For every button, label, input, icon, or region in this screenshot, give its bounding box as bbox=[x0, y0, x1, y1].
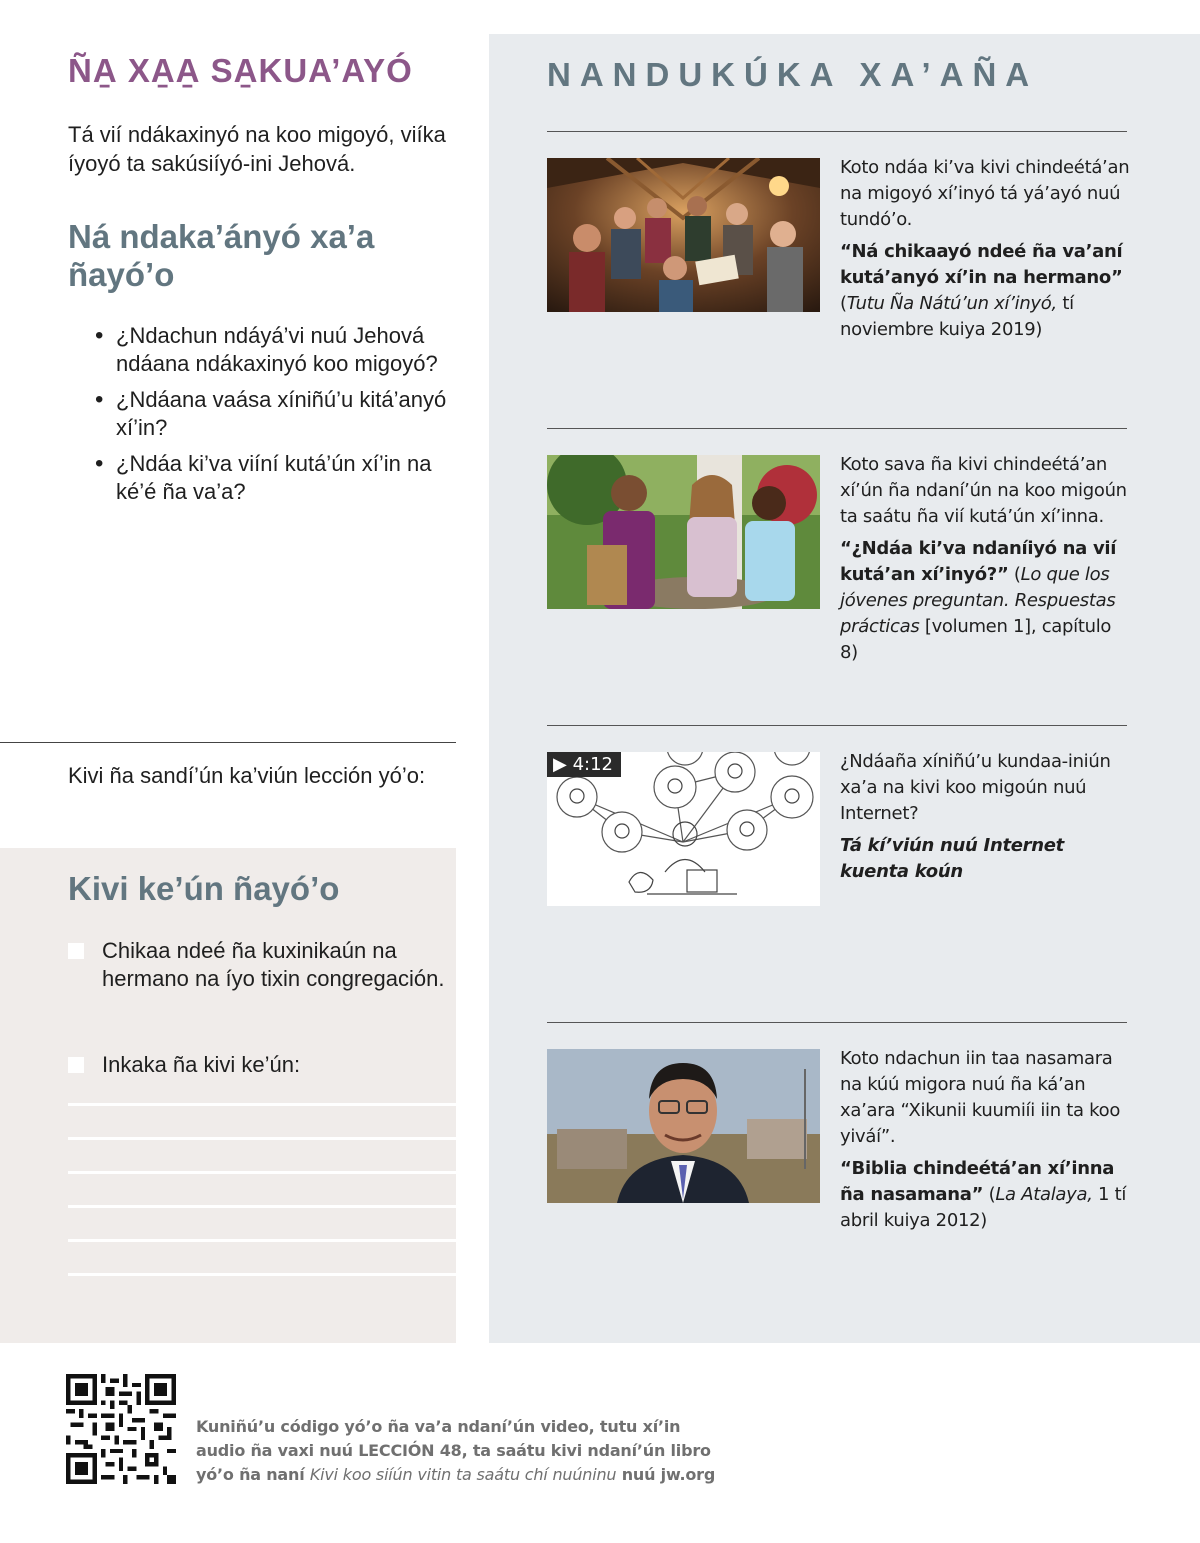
attic-group-illustration bbox=[547, 158, 820, 312]
goals-panel bbox=[0, 848, 456, 1343]
entry-description: Koto sava ña kivi chindeétá’an xí’ún ña ndaní’ún na koo migoún ta saátu ña vií kutá’ún xí’inna. bbox=[840, 454, 1127, 527]
portrait-illustration bbox=[547, 1049, 820, 1203]
entry-description: Koto ndáa ki’va kivi chindeétá’an na migoyó xí’inyó tá yá’ayó nuú tundó’o. bbox=[840, 157, 1130, 230]
goals-heading: Kivi ke’ún ñayó’o bbox=[68, 870, 340, 907]
footer-note: Kuniñú’u código yó’o ña va’a ndaní’ún video, tutu xí’in audio ña vaxi nuú LECCIÓN 48, ta saátu kivi ndaní’ún libro yó’o ña naní Kivi koo siíún vitin ta saátu chí nuúninu nuú jw.org bbox=[196, 1417, 716, 1484]
entry-source: “¿Ndáa ki’va ndaníiyó na vií kutá’an xí’inyó?” (Lo que los jóvenes preguntan. Respuestas prácticas [volumen 1], capítulo 8) bbox=[840, 538, 1117, 663]
source-date: tí noviembre kuiya 2019) bbox=[840, 293, 1074, 340]
write-line[interactable] bbox=[68, 1103, 456, 1106]
review-questions bbox=[95, 322, 455, 514]
section-divider bbox=[547, 1022, 1127, 1023]
write-line[interactable] bbox=[68, 1171, 456, 1174]
write-line[interactable] bbox=[68, 1137, 456, 1140]
source-publication: La Atalaya, bbox=[995, 1184, 1093, 1205]
explore-heading: NANDUKÚKA XA’AÑA bbox=[547, 56, 1039, 93]
friends-illustration bbox=[547, 455, 820, 609]
source-title[interactable]: “Ná chikaayó ndeé ña va’aní kutá’anyó xí’in na hermano” bbox=[840, 241, 1123, 288]
source-title[interactable]: “¿Ndáa ki’va ndaníiyó na vií kutá’an xí’inyó?” bbox=[840, 538, 1117, 585]
entry-source: “Biblia chindeétá’an xí’inna ña nasamana” (La Atalaya, 1 tí abril kuiya 2012) bbox=[840, 1158, 1127, 1231]
source-date: 1 tí abril kuiya 2012) bbox=[840, 1184, 1127, 1231]
review-question: • ¿Ndachun ndáyá’vi nuú Jehová ndáana ndákaxinyó koo migoyó? bbox=[95, 322, 455, 378]
review-heading: Ná ndaka’ányó xa’a ñayó’o bbox=[68, 218, 375, 293]
left-divider bbox=[0, 742, 456, 743]
write-line[interactable] bbox=[68, 1239, 456, 1242]
goal-label: Inkaka ña kivi ke’ún: bbox=[102, 1052, 301, 1077]
entry-text bbox=[840, 155, 1130, 343]
internet-friends-video-thumbnail[interactable] bbox=[547, 752, 820, 906]
entry-text bbox=[840, 1046, 1130, 1234]
review-question: • ¿Ndáana vaása xíniñú’u kitá’anyó xí’in? bbox=[95, 386, 455, 442]
entry-text bbox=[840, 452, 1130, 666]
qr-code-icon[interactable] bbox=[66, 1374, 176, 1484]
entry-source: “Ná chikaayó ndeé ña va’aní kutá’anyó xí’in na hermano” (Tutu Ña Nátú’un xí’inyó, tí noviembre kuiya 2019) bbox=[840, 241, 1123, 340]
source-title[interactable]: “Biblia chindeétá’an xí’inna ña nasamana” bbox=[840, 1158, 1115, 1205]
goal-label: Chikaa ndeé ña kuxinikaún na hermano na íyo tixin congregación. bbox=[102, 938, 445, 991]
entry-source bbox=[840, 833, 1130, 885]
entry-text bbox=[840, 749, 1130, 885]
source-publication: Tutu Ña Nátú’un xí’inyó, bbox=[846, 293, 1057, 314]
section-divider bbox=[547, 131, 1127, 132]
section-divider bbox=[547, 428, 1127, 429]
group-bible-study-photo[interactable] bbox=[547, 158, 820, 312]
entry-description: ¿Ndáaña xíniñú’u kundaa-iniún xa’a na kivi koo migoún nuú Internet? bbox=[840, 751, 1111, 824]
section-divider bbox=[547, 725, 1127, 726]
source-publication: Lo que los jóvenes preguntan. Respuestas prácticas bbox=[840, 564, 1116, 637]
goal-item[interactable] bbox=[68, 937, 448, 993]
lesson-date-note: Kivi ña sandí’ún ka’viún lección yó’o: bbox=[68, 763, 426, 788]
young-women-friends-photo[interactable] bbox=[547, 455, 820, 609]
entry-description: Koto ndachun iin taa nasamara na kúú migora nuú ña ká’an xa’ara “Xikunii kuumiíi iin ta koo yiváí”. bbox=[840, 1048, 1121, 1147]
intro-text: Tá vií ndákaxinyó na koo migoyó, viíka íyoyó ta sakúsiíyó-ini Jehová. bbox=[68, 122, 446, 176]
page-title: ÑA̱ XA̱A̱ SA̱KUA’AYÓ bbox=[68, 52, 413, 89]
write-line[interactable] bbox=[68, 1205, 456, 1208]
book-title: Kivi koo siíún vitin ta saátu chí nuúninu bbox=[309, 1465, 617, 1484]
source-title[interactable]: Tá kí’viún nuú Internet kuenta koún bbox=[840, 835, 1064, 882]
goal-item[interactable] bbox=[68, 1051, 448, 1079]
source-date: [volumen 1], capítulo 8) bbox=[840, 616, 1112, 663]
review-question: • ¿Ndáa ki’va viíní kutá’ún xí’in na ké’é ña va’a? bbox=[95, 450, 455, 506]
man-portrait-photo[interactable] bbox=[547, 1049, 820, 1203]
checkbox[interactable] bbox=[68, 943, 84, 959]
write-line[interactable] bbox=[68, 1273, 456, 1276]
checkbox[interactable] bbox=[68, 1057, 84, 1073]
video-duration-badge: ▶ 4:12 bbox=[547, 752, 621, 777]
